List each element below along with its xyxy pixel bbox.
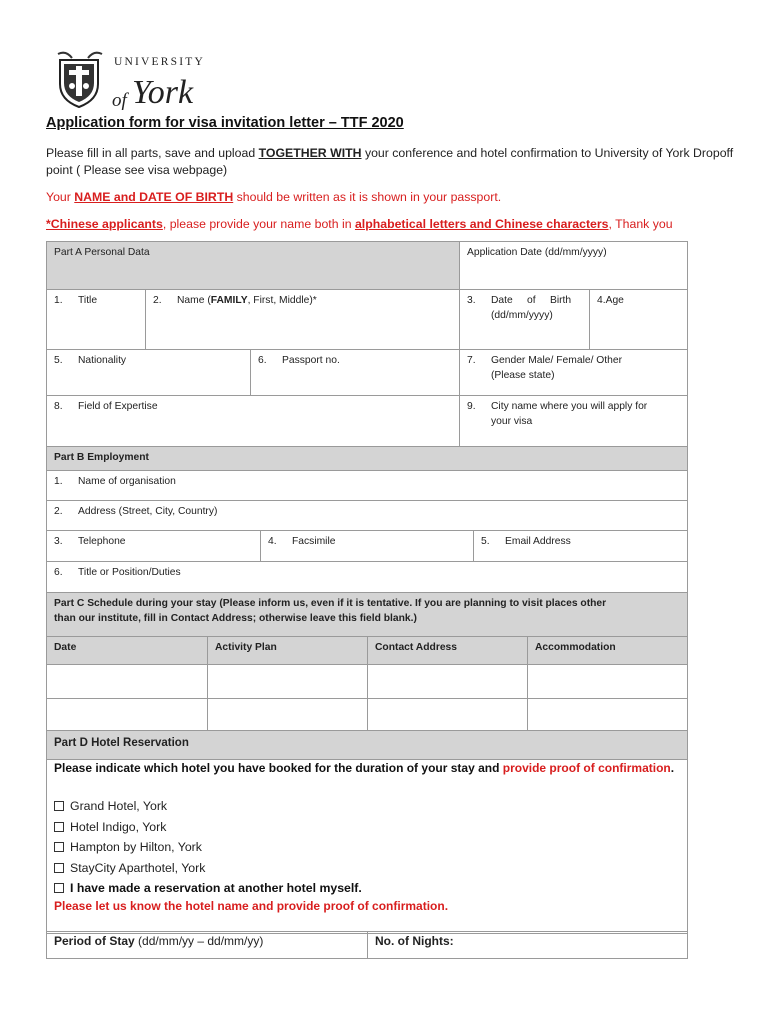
schedule-cell-date-1[interactable] [46, 664, 208, 699]
telephone-field[interactable]: 3. Telephone [46, 530, 261, 562]
passport-number-field[interactable]: 6. Passport no. [250, 349, 460, 396]
column-activity-plan: Activity Plan [207, 636, 368, 665]
period-of-stay-field[interactable]: Period of Stay (dd/mm/yy – dd/mm/yy) [46, 931, 368, 959]
hotel-option-hampton[interactable]: Hampton by Hilton, York [54, 837, 680, 858]
column-date: Date [46, 636, 208, 665]
field-of-expertise-field[interactable]: 8. Field of Expertise [46, 395, 460, 447]
title-field[interactable]: 1. Title [46, 289, 146, 350]
checkbox-icon[interactable] [54, 822, 64, 832]
application-date-field[interactable]: Application Date (dd/mm/yyyy) [459, 241, 688, 290]
name-field[interactable]: 2. Name (FAMILY, First, Middle)* [145, 289, 460, 350]
age-field[interactable]: 4.Age [589, 289, 688, 350]
hotel-option-staycity[interactable]: StayCity Aparthotel, York [54, 858, 680, 879]
passport-note: Your NAME and DATE OF BIRTH should be written as it is shown in your passport. [46, 190, 502, 204]
column-accommodation: Accommodation [527, 636, 688, 665]
schedule-cell-accommodation-2[interactable] [527, 698, 688, 731]
checkbox-icon[interactable] [54, 801, 64, 811]
part-b-heading: Part B Employment [46, 446, 688, 471]
facsimile-field[interactable]: 4. Facsimile [260, 530, 474, 562]
other-hotel-note: Please let us know the hotel name and provide proof of confirmation. [54, 898, 449, 913]
logo-university-text: UNIVERSITY [114, 56, 205, 68]
number-of-nights-field[interactable]: No. of Nights: [367, 931, 688, 959]
chinese-applicants-note: *Chinese applicants, please provide your name both in alphabetical letters and Chinese characters, Thank you [46, 217, 673, 231]
schedule-cell-contact-1[interactable] [367, 664, 528, 699]
email-address-field[interactable]: 5. Email Address [473, 530, 688, 562]
part-a-heading: Part A Personal Data [46, 241, 460, 290]
schedule-cell-accommodation-1[interactable] [527, 664, 688, 699]
gender-field[interactable]: 7. Gender Male/ Female/ Other (Please state) [459, 349, 688, 396]
column-contact-address: Contact Address [367, 636, 528, 665]
hotel-option-indigo[interactable]: Hotel Indigo, York [54, 817, 680, 838]
schedule-cell-activity-1[interactable] [207, 664, 368, 699]
checkbox-icon[interactable] [54, 863, 64, 873]
form-title: Application form for visa invitation letter – TTF 2020 [46, 115, 404, 131]
position-duties-field[interactable]: 6. Title or Position/Duties [46, 561, 688, 593]
university-logo [52, 50, 205, 111]
part-d-heading: Part D Hotel Reservation [46, 730, 688, 760]
schedule-cell-activity-2[interactable] [207, 698, 368, 731]
hotel-question: Please indicate which hotel you have booked for the duration of your stay and provide proof of confirmation. [54, 761, 675, 775]
part-c-heading: Part C Schedule during your stay (Please inform us, even if it is tentative. If you are planning to visit places other than our institute, fill in Contact Address; otherwise leave this field blank.) [46, 592, 688, 637]
nationality-field[interactable]: 5. Nationality [46, 349, 251, 396]
checkbox-icon[interactable] [54, 883, 64, 893]
hotel-reservation-section [46, 759, 688, 934]
visa-city-field[interactable]: 9. City name where you will apply for your visa [459, 395, 688, 447]
logo-of-text: of [112, 90, 127, 111]
checkbox-icon[interactable] [54, 842, 64, 852]
date-of-birth-field[interactable]: 3. Date of Birth (dd/mm/yyyy) [459, 289, 590, 350]
organisation-address-field[interactable]: 2. Address (Street, City, Country) [46, 500, 688, 531]
hotel-option-other[interactable]: I have made a reservation at another hotel myself. [54, 878, 680, 899]
schedule-cell-date-2[interactable] [46, 698, 208, 731]
logo-york-text: York [132, 74, 194, 111]
hotel-option-grand[interactable]: Grand Hotel, York [54, 796, 680, 817]
crest-icon [52, 50, 108, 108]
organisation-name-field[interactable]: 1. Name of organisation [46, 470, 688, 501]
schedule-cell-contact-2[interactable] [367, 698, 528, 731]
intro-text: Please fill in all parts, save and upload TOGETHER WITH your conference and hotel confirmation to University of York Dropoff point ( Please see visa webpage) [46, 146, 734, 177]
